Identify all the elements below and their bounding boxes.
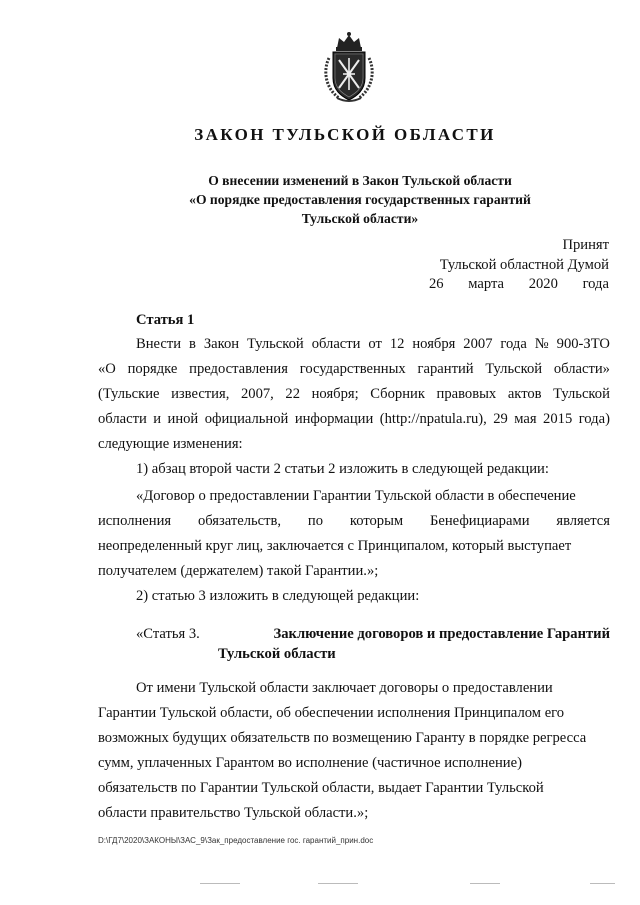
word: и — [153, 411, 162, 427]
adoption-block — [429, 236, 609, 295]
word: (Тульские — [98, 386, 160, 402]
law-title: ЗАКОН ТУЛЬСКОЙ ОБЛАСТИ — [194, 125, 496, 144]
adopted-year-word: года — [582, 276, 609, 292]
word: 2015 — [543, 411, 573, 427]
word: предоставления — [189, 361, 288, 377]
word: порядке — [127, 361, 178, 377]
word: информации — [294, 411, 374, 427]
word: «О — [98, 361, 116, 377]
word: Тульской — [247, 336, 304, 352]
word: Внести — [136, 336, 182, 352]
adopted-date — [429, 275, 609, 295]
word: от — [368, 336, 382, 352]
adopted-label: Принят — [562, 237, 609, 253]
file-path-footer: D:\ГД7\2020\ЗАКОНЫ\ЗАС_9\Зак_предоставление гос. гарантий_прин.doc — [98, 836, 374, 845]
word: правовых — [436, 386, 497, 402]
word: Тульской — [485, 361, 543, 377]
subtitle-line: О внесении изменений в Закон Тульской области — [208, 173, 512, 188]
word: года) — [578, 411, 610, 427]
subtitle-line: Тульской области» — [301, 211, 419, 226]
word: гарантий — [417, 361, 474, 377]
new-article-title: Заключение договоров и предоставление Гарантий — [273, 626, 610, 642]
word: официальной — [204, 411, 289, 427]
word: мая — [514, 411, 537, 427]
word: в — [189, 336, 196, 352]
word: по — [307, 513, 324, 529]
body-line: От имени Тульской области заключает договоры о предоставлении — [136, 680, 553, 696]
new-article-label: «Статья 3. — [136, 626, 200, 642]
word: 29 — [493, 411, 508, 427]
scan-artifacts — [0, 880, 640, 888]
word: 22 — [285, 386, 301, 402]
intro-line — [98, 357, 610, 382]
body-line: Гарантии Тульской области, об обеспечении исполнения Принципалом его — [98, 705, 565, 721]
word: области» — [553, 361, 610, 377]
adopted-month: марта — [468, 276, 505, 292]
intro-line — [98, 332, 610, 357]
article-heading: Статья 1 — [136, 312, 195, 328]
word: ноября; — [311, 386, 359, 402]
word: известия, — [171, 386, 230, 402]
word: области — [98, 411, 147, 427]
word: актов — [507, 386, 542, 402]
word: № — [534, 336, 549, 352]
word: области — [311, 336, 361, 352]
word: 2007, — [240, 386, 274, 402]
new-article-title-cont: Тульской области — [218, 646, 336, 662]
law-subtitle — [80, 171, 640, 228]
word: Сборник — [370, 386, 425, 402]
adopted-day: 26 — [429, 276, 444, 292]
word: обязательств, — [197, 513, 282, 529]
amendment-item-1: 1) абзац второй части 2 статьи 2 изложить в следующей редакции: — [136, 461, 549, 477]
word: 2007 — [463, 336, 493, 352]
quote-line — [98, 509, 610, 534]
amendment-item-2: 2) статью 3 изложить в следующей редакции: — [136, 588, 420, 604]
quote-line: «Договор о предоставлении Гарантии Тульской области в обеспечение — [136, 488, 576, 504]
subtitle-line: «О порядке предоставления государственных гарантий — [189, 192, 531, 207]
coat-of-arms-icon — [319, 30, 379, 104]
word: государственных — [299, 361, 406, 377]
adopted-body: Тульской областной Думой — [439, 256, 609, 273]
body-line: обязательств по Гарантии Тульской области, выдает Гарантии Тульской — [98, 780, 544, 796]
intro-line — [98, 382, 610, 407]
word: 900-ЗТО — [556, 336, 610, 352]
intro-line: следующие изменения: — [98, 436, 243, 452]
word: Бенефициарами — [430, 513, 530, 529]
body-line: области правительство Тульской области.»; — [98, 805, 369, 821]
word: которым — [349, 513, 404, 529]
body-line: возможных будущих обязательств по возмещению Гаранту в порядке регресса — [98, 730, 587, 746]
intro-line — [98, 407, 610, 432]
new-article-heading — [98, 624, 610, 664]
word: иной — [167, 411, 199, 427]
word: является — [556, 513, 610, 529]
quote-line: неопределенный круг лиц, заключается с Принципалом, который выступает — [98, 538, 572, 554]
word: Тульской — [553, 386, 610, 402]
adopted-year: 2020 — [528, 276, 558, 292]
word: (http://npatula.ru), — [379, 411, 487, 427]
word: Закон — [203, 336, 240, 352]
body-line: сумм, уплаченных Гарантом во исполнение (частичное исполнение) — [98, 755, 522, 771]
word: ноября — [412, 336, 456, 352]
word: исполнения — [98, 513, 172, 529]
word: 12 — [389, 336, 405, 352]
word: года — [500, 336, 527, 352]
quote-1 — [98, 484, 610, 609]
article-intro — [98, 332, 610, 482]
new-article-body — [98, 676, 610, 826]
quote-line: получателем (держателем) такой Гарантии.»; — [98, 563, 379, 579]
